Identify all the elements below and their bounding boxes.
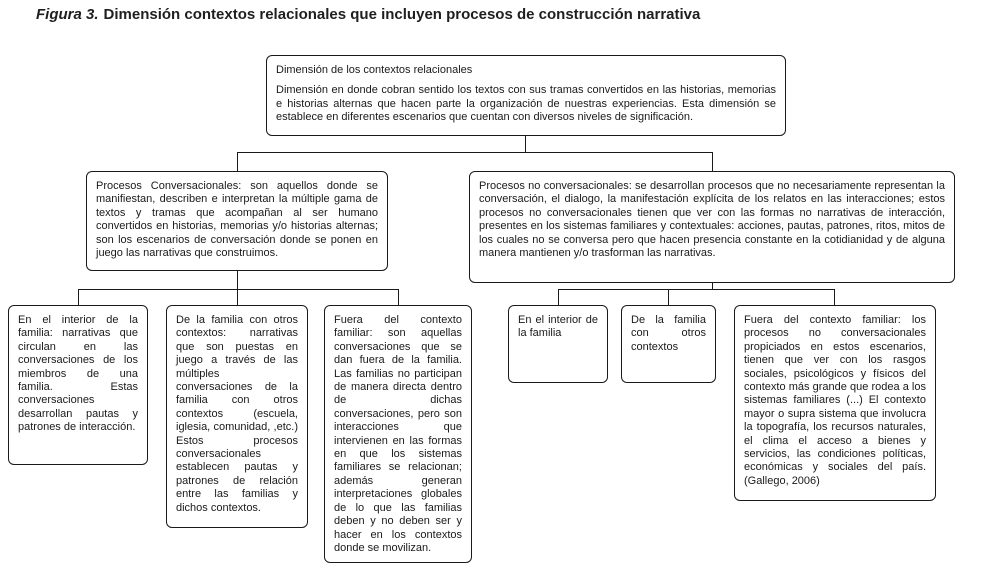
- figure-label: Figura 3.: [36, 6, 99, 23]
- connector-vline: [558, 289, 559, 305]
- connector-vline: [78, 289, 79, 305]
- figure-caption: Dimensión contextos relacionales que incluyen procesos de construcción narrativa: [103, 6, 701, 23]
- connector-vline: [712, 152, 713, 171]
- root-body: Dimensión en donde cobran sentido los textos con sus tramas convertidos en las historias, memorias e historias alternas que hacen parte la organización de nuestras experiencias. Esta dimensión se establece en diferentes escenarios que cuentan con diversos niveles de significación.: [276, 84, 776, 124]
- node-dimension-root: [266, 55, 786, 136]
- node-fuera-contexto-conversacional: Fuera del contexto familiar: son aquellas conversaciones que se dan fuera de la familia. Las familias no participan de manera directa dentro de dichas conversaciones, pero son interacciones que intervienen en las formas en que los sistemas familiares se relacionan; además generan interpretaciones globales de lo que las familias deben y no deben ser y hacer en los contextos donde se movilizan.: [324, 305, 472, 563]
- connector-vline: [237, 271, 238, 289]
- node-fuera-contexto-no-conversacional: Fuera del contexto familiar: los procesos no conversacionales propiciados en estos escenarios, tienen que ver con los rasgos sociales, psicológicos y físicos del contexto más grande que rodea a los sistemas familiares (...) El contexto mayor o supra sistema que involucra la topografía, los recursos naturales, el clima el acceso a bienes y servicios, las condiciones políticas, económicas y sociales del país. (Gallego, 2006): [734, 305, 936, 501]
- connector-hline: [237, 152, 713, 153]
- connector-vline: [525, 136, 526, 152]
- connector-hline: [558, 289, 835, 290]
- figure-title: [36, 6, 700, 23]
- connector-vline: [834, 289, 835, 305]
- connector-vline: [237, 289, 238, 305]
- node-procesos-conversacionales: Procesos Conversacionales: son aquellos donde se manifiestan, describen e interpretan la múltiple gama de textos y tramas que acompañan al ser humano convertidos en historias, memorias y/o historias alternas; son los escenarios de conversación donde se ponen en juego las narrativas que construimos.: [86, 171, 388, 271]
- node-interior-familia-no-conversacional: En el interior de la familia: [508, 305, 608, 383]
- node-familia-otros-contextos-no-conversacional: De la familia con otros contextos: [621, 305, 716, 383]
- root-heading: Dimensión de los contextos relacionales: [276, 64, 473, 76]
- node-interior-familia-conversacional: En el interior de la familia: narrativas que circulan en las conversaciones de los miembros de una familia. Estas conversaciones desarrollan pautas y patrones de interacción.: [8, 305, 148, 465]
- node-procesos-no-conversacionales: Procesos no conversacionales: se desarrollan procesos que no necesariamente representan la conversación, el dialogo, la manifestación explícita de los relatos en las interacciones; estos procesos no conversacionales tienen que ver con las formas no narrativas de interacción, presentes en los sistemas familiares y contextuales: acciones, pautas, patrones, ritos, mitos de los cuales no se conversa pero que hacen presencia constante en la cotidianidad y de alguna manera mantienen y/o trasforman las narrativas.: [469, 171, 955, 283]
- connector-vline: [237, 152, 238, 171]
- connector-vline: [398, 289, 399, 305]
- connector-vline: [668, 289, 669, 305]
- connector-hline: [78, 289, 399, 290]
- node-familia-otros-contextos-conversacional: De la familia con otros contextos: narrativas que son puestas en juego a través de las múltiples conversaciones de la familia con otros contextos (escuela, iglesia, comunidad, ,etc.) Estos procesos conversacionales establecen pautas y patrones de relación entre las familias y dichos contextos.: [166, 305, 308, 528]
